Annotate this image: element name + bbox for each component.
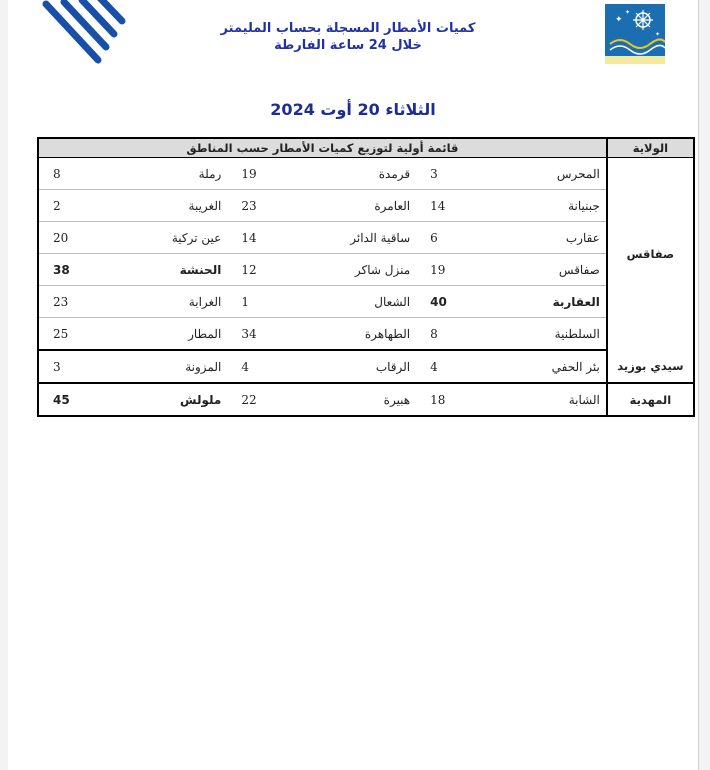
rainfall-value: 20 [38, 222, 93, 254]
station-name: قرمدة [378, 166, 411, 181]
rainfall-value: 23 [227, 190, 281, 222]
station-name: عقارب [470, 222, 607, 254]
rainfall-table-body [38, 158, 694, 417]
station-name: صفاقس [470, 254, 607, 286]
rainfall-value: 4 [227, 350, 281, 383]
svg-text:✦: ✦ [655, 31, 661, 38]
station-name: عين تركية [93, 222, 227, 254]
station-name: جبنيانة [470, 190, 607, 222]
header-list: قائمة أولية لتوزيع كميات الأمطار حسب المناطق [38, 138, 607, 158]
station-name: المحرس [556, 166, 600, 181]
station-name: هبيرة [281, 383, 416, 416]
rainfall-value: 3 [38, 350, 93, 383]
rainfall-value: 19 [241, 166, 257, 181]
table-row [38, 383, 694, 416]
table-row [38, 222, 694, 254]
station-name: الغريبة [93, 190, 227, 222]
rainfall-value: 8 [53, 166, 61, 181]
rainfall-value: 25 [38, 318, 93, 351]
rainfall-value: 38 [38, 254, 93, 286]
station-name: الرقاب [281, 350, 416, 383]
rainfall-value: 45 [38, 383, 93, 416]
wilaya-cell: سيدي بوزيد [607, 350, 694, 383]
rainfall-table [37, 137, 695, 417]
station-name: العامرة [281, 190, 416, 222]
rainfall-value: 23 [38, 286, 93, 318]
table-header-row [38, 138, 694, 158]
rainfall-value: 14 [416, 190, 470, 222]
table-row [38, 318, 694, 351]
station-name: رملة [198, 166, 222, 181]
station-name: ملولش [93, 383, 227, 416]
rainfall-value: 22 [227, 383, 281, 416]
svg-text:✦: ✦ [615, 15, 623, 25]
rainfall-value: 2 [38, 190, 93, 222]
svg-text:✦: ✦ [625, 9, 631, 16]
rainfall-value: 6 [416, 222, 470, 254]
wilaya-cell: المهدية [607, 383, 694, 416]
station-name: السلطنية [470, 318, 607, 351]
table-row [38, 286, 694, 318]
institute-logo-icon [605, 4, 665, 64]
document-title [128, 20, 568, 54]
rainfall-value: 18 [416, 383, 470, 416]
station-name: الغرابة [93, 286, 227, 318]
table-row [38, 350, 694, 383]
table-row [38, 158, 694, 190]
station-name: ساقية الدائر [281, 222, 416, 254]
station-name: الطهاهرة [281, 318, 416, 351]
rainfall-value: 12 [227, 254, 281, 286]
station-name: المطار [93, 318, 227, 351]
document-page [8, 0, 699, 770]
rainfall-value: 34 [227, 318, 281, 351]
station-name: بئر الحفي [470, 350, 607, 383]
title-line-2: خلال 24 ساعة الفارطة [274, 38, 422, 53]
station-name: منزل شاكر [281, 254, 416, 286]
rainfall-value: 14 [227, 222, 281, 254]
station-name: الحنشة [93, 254, 227, 286]
station-name: الشابة [470, 383, 607, 416]
table-row [38, 254, 694, 286]
title-line-1: كميات الأمطار المسجلة بحساب المليمتر [220, 21, 476, 36]
blue-stripes-icon [38, 0, 128, 70]
station-name: العقاربة [470, 286, 607, 318]
rainfall-value: 8 [416, 318, 470, 351]
station-name: المزونة [93, 350, 227, 383]
report-date: الثلاثاء 20 أوت 2024 [270, 100, 436, 119]
header-wilaya: الولاية [607, 138, 694, 158]
rainfall-value: 40 [416, 286, 470, 318]
rainfall-value: 4 [416, 350, 470, 383]
rainfall-value: 3 [430, 166, 438, 181]
rainfall-value: 1 [227, 286, 281, 318]
wilaya-cell: صفاقس [607, 158, 694, 351]
rainfall-value: 19 [416, 254, 470, 286]
station-name: الشعال [281, 286, 416, 318]
table-row [38, 190, 694, 222]
